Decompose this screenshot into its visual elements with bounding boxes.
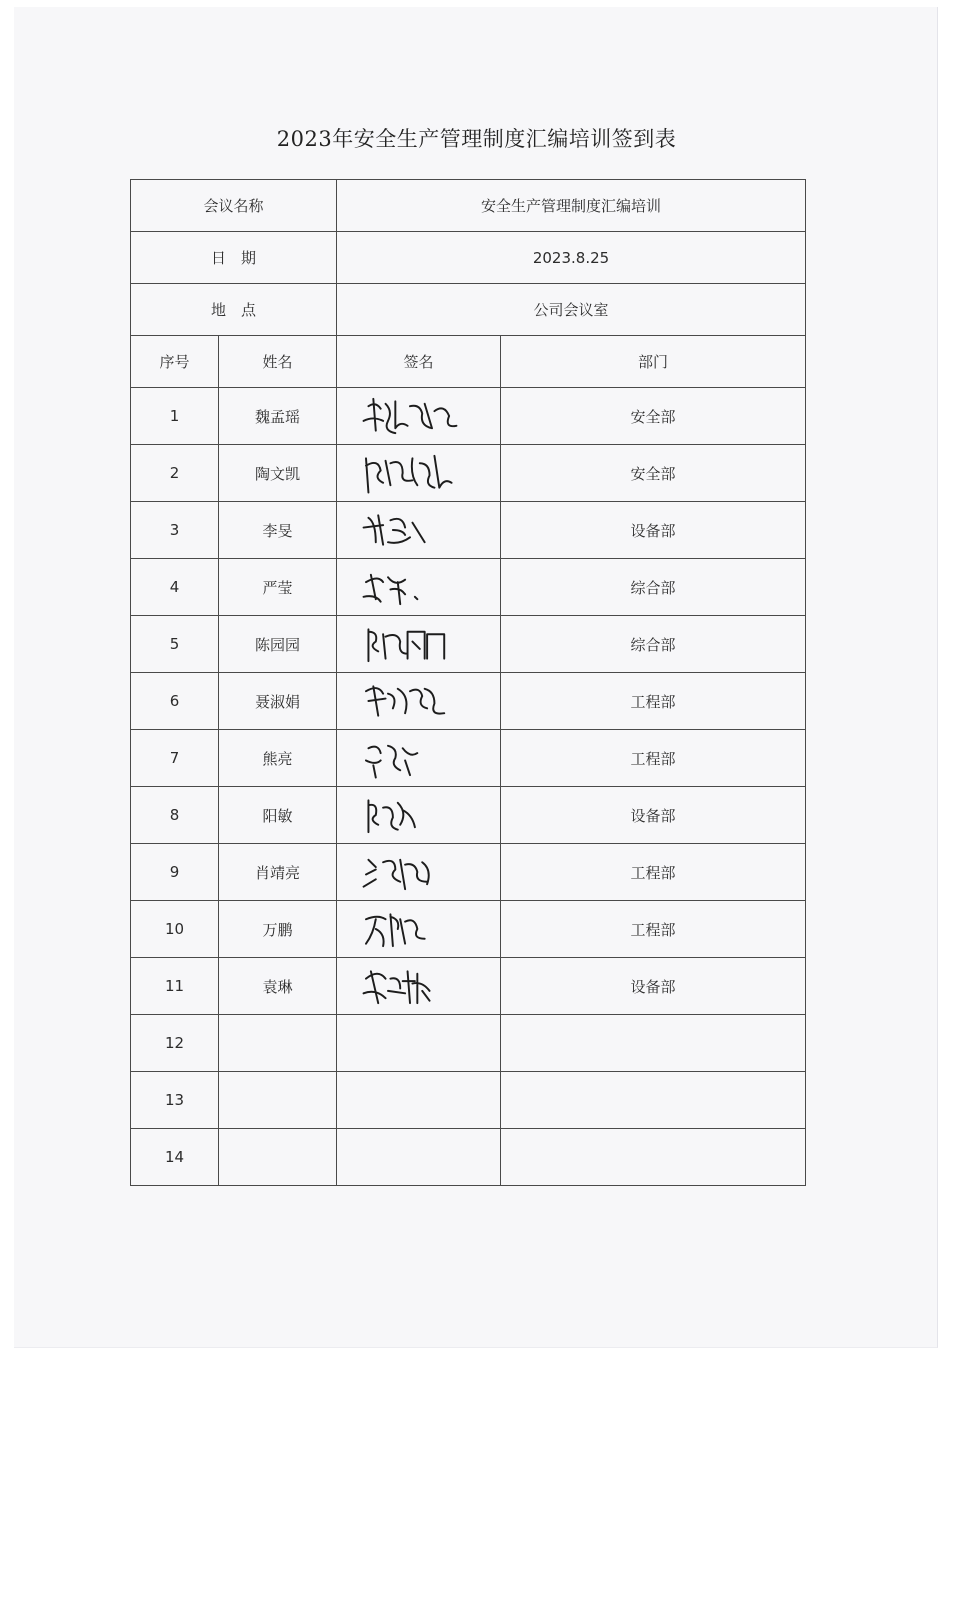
row-name: 李旻	[219, 502, 337, 559]
row-signature	[337, 616, 501, 673]
signature-stroke	[366, 686, 444, 715]
row-department: 设备部	[501, 787, 806, 844]
row-seq: 5	[131, 616, 219, 673]
handwritten-signature	[351, 907, 469, 951]
table-row	[131, 844, 806, 901]
row-seq: 1	[131, 388, 219, 445]
row-name: 魏孟瑶	[219, 388, 337, 445]
meeting-location-label: 地 点	[131, 284, 337, 336]
department-header: 部门	[501, 336, 806, 388]
row-signature	[337, 730, 501, 787]
row-signature	[337, 1129, 501, 1186]
handwritten-signature	[351, 451, 469, 495]
row-name: 万鹏	[219, 901, 337, 958]
handwritten-signature	[351, 793, 469, 837]
row-department: 设备部	[501, 958, 806, 1015]
table-row	[131, 616, 806, 673]
row-department: 工程部	[501, 730, 806, 787]
row-name: 聂淑娟	[219, 673, 337, 730]
handwritten-signature	[351, 679, 469, 723]
table-row	[131, 445, 806, 502]
handwritten-signature	[351, 508, 469, 552]
row-name: 陶文凯	[219, 445, 337, 502]
handwritten-signature	[351, 850, 469, 894]
signature-header: 签名	[337, 336, 501, 388]
name-header: 姓名	[219, 336, 337, 388]
meeting-location-row	[131, 284, 806, 336]
row-name: 熊亮	[219, 730, 337, 787]
row-seq: 3	[131, 502, 219, 559]
row-signature	[337, 1015, 501, 1072]
row-name: 阳敏	[219, 787, 337, 844]
row-signature	[337, 445, 501, 502]
row-department: 综合部	[501, 616, 806, 673]
row-signature	[337, 1072, 501, 1129]
table-row	[131, 787, 806, 844]
signature-stroke	[364, 399, 457, 433]
table-row	[131, 502, 806, 559]
row-signature	[337, 673, 501, 730]
row-seq: 11	[131, 958, 219, 1015]
row-department	[501, 1072, 806, 1129]
row-signature	[337, 559, 501, 616]
row-seq: 9	[131, 844, 219, 901]
signature-stroke	[368, 629, 444, 661]
row-department: 安全部	[501, 445, 806, 502]
meeting-date-row	[131, 232, 806, 284]
signature-stroke	[368, 800, 414, 832]
row-department	[501, 1129, 806, 1186]
row-signature	[337, 958, 501, 1015]
sign-in-table	[130, 179, 806, 1186]
table-row	[131, 388, 806, 445]
row-name: 肖靖亮	[219, 844, 337, 901]
row-department: 工程部	[501, 844, 806, 901]
handwritten-signature	[351, 736, 469, 780]
row-name	[219, 1015, 337, 1072]
table-row	[131, 901, 806, 958]
table-row	[131, 958, 806, 1015]
row-department: 设备部	[501, 502, 806, 559]
row-department	[501, 1015, 806, 1072]
row-name: 袁琳	[219, 958, 337, 1015]
table-row	[131, 559, 806, 616]
signature-stroke	[366, 456, 452, 493]
row-signature	[337, 844, 501, 901]
seq-header: 序号	[131, 336, 219, 388]
handwritten-signature	[351, 565, 469, 609]
row-signature	[337, 901, 501, 958]
document-title: 2023年安全生产管理制度汇编培训签到表	[276, 127, 677, 151]
row-name	[219, 1072, 337, 1129]
signature-stroke	[364, 860, 429, 889]
row-department: 工程部	[501, 673, 806, 730]
handwritten-signature	[351, 394, 469, 438]
row-seq: 7	[131, 730, 219, 787]
handwritten-signature	[351, 964, 469, 1008]
signature-stroke	[366, 914, 425, 946]
row-seq: 8	[131, 787, 219, 844]
row-signature	[337, 388, 501, 445]
meeting-name-label: 会议名称	[131, 180, 337, 232]
meeting-name-value: 安全生产管理制度汇编培训	[337, 180, 806, 232]
meeting-date-value: 2023.8.25	[337, 232, 806, 284]
row-department: 安全部	[501, 388, 806, 445]
meeting-location-value: 公司会议室	[337, 284, 806, 336]
row-seq: 14	[131, 1129, 219, 1186]
row-signature	[337, 502, 501, 559]
row-name: 陈园园	[219, 616, 337, 673]
row-department: 综合部	[501, 559, 806, 616]
signature-stroke	[364, 971, 430, 1003]
row-seq: 6	[131, 673, 219, 730]
row-signature	[337, 787, 501, 844]
signature-stroke	[366, 746, 417, 778]
table-row	[131, 1072, 806, 1129]
row-seq: 13	[131, 1072, 219, 1129]
row-name: 严莹	[219, 559, 337, 616]
table-row	[131, 673, 806, 730]
table-row	[131, 1129, 806, 1186]
column-header-row	[131, 336, 806, 388]
signature-stroke	[364, 575, 418, 604]
row-seq: 10	[131, 901, 219, 958]
row-seq: 12	[131, 1015, 219, 1072]
table-row	[131, 1015, 806, 1072]
row-seq: 2	[131, 445, 219, 502]
row-department: 工程部	[501, 901, 806, 958]
handwritten-signature	[351, 622, 469, 666]
meeting-date-label: 日 期	[131, 232, 337, 284]
signature-stroke	[364, 515, 425, 544]
row-seq: 4	[131, 559, 219, 616]
row-name	[219, 1129, 337, 1186]
table-row	[131, 730, 806, 787]
meeting-name-row	[131, 180, 806, 232]
